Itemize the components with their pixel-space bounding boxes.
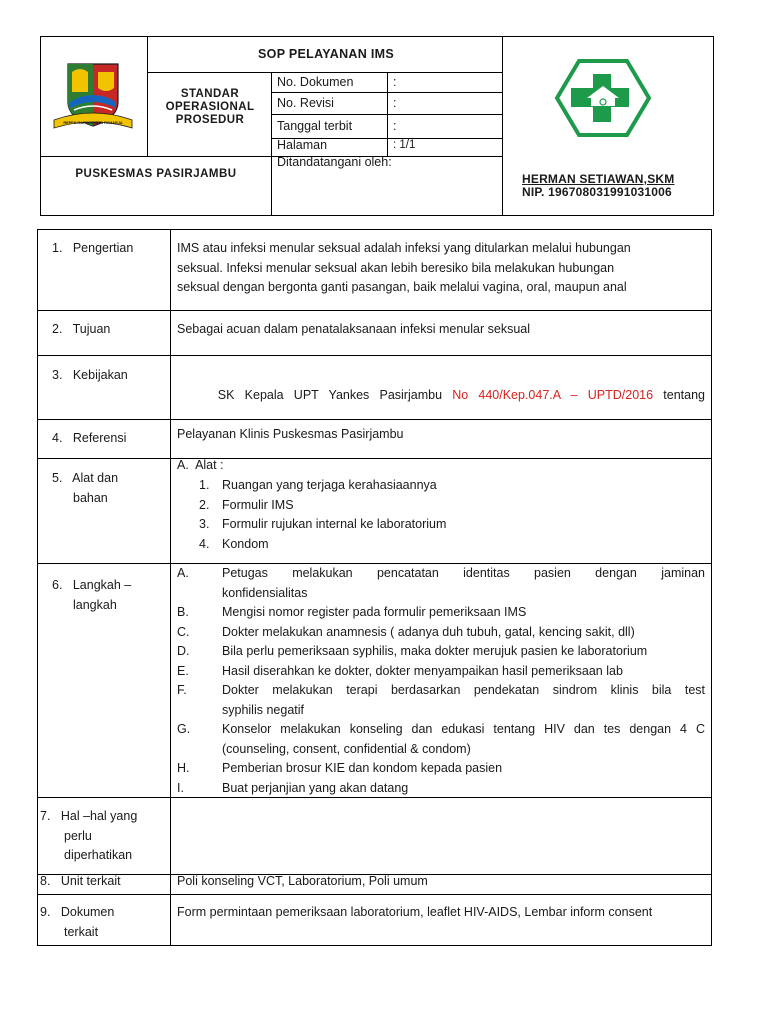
signer-name: HERMAN SETIAWAN,SKM [522, 172, 675, 186]
dokumen-label-line-1: 9. Dokumen [40, 905, 115, 919]
row-label-pengertian: 1. Pengertian [52, 241, 134, 255]
regency-logo [50, 58, 136, 136]
health-cross-icon [553, 58, 653, 138]
kebijakan-line-1 [177, 366, 705, 425]
hal-label-line-1: 7. Hal –hal yang [40, 809, 138, 823]
row-label-unit: 8. Unit terkait [40, 874, 121, 888]
signer-nip: NIP. 196708031991031006 [522, 185, 672, 199]
list-item: H. Pemberian brosur KIE dan kondom kepada pasien [177, 761, 503, 775]
list-item: C. Dokter melakukan anamnesis ( adanya duh tubuh, gatal, kencing sakit, dll) [177, 624, 635, 639]
list-item: F. Dokter melakukan terapi berdasarkan pendekatan sindrom klinis bila test syphilis negatif [177, 683, 705, 717]
row-label-hal [40, 807, 137, 866]
hal-label-line-2: perlu [64, 828, 92, 843]
puskesmas-logo [553, 58, 653, 138]
sop-label-line-3: PROSEDUR [175, 114, 245, 126]
langkah-steps [177, 564, 705, 798]
kebijakan-line-2: Pelayanan Klinis Puskesmas Pasirjambu [177, 426, 404, 441]
list-item: 2. Formulir IMS [199, 497, 294, 512]
meta-value-halaman: : 1/1 [393, 139, 416, 151]
document-title: SOP PELAYANAN IMS [258, 47, 394, 61]
alat-heading: A. Alat : [177, 458, 224, 472]
list-item: 3. Formulir rujukan internal ke laboratorium [199, 517, 447, 531]
meta-label-halaman: Halaman [277, 138, 328, 152]
sop-label [148, 88, 272, 127]
kebijakan-text-b: tentang [653, 387, 705, 402]
list-item: A. Petugas melakukan pencatatan identitas pasien dengan jaminan konfidensialitas [177, 566, 705, 600]
pengertian-line-2: seksual. Infeksi menular seksual akan lebih beresiko bila melakukan hubungan [177, 260, 615, 275]
list-item: I. Buat perjanjian yang akan datang [177, 780, 409, 795]
pengertian-line-1: IMS atau infeksi menular seksual adalah infeksi yang ditularkan melalui hubungan [177, 241, 631, 255]
meta-label-tanggal-terbit: Tanggal terbit [277, 119, 353, 133]
kebijakan-decree-number: No 440/Kep.047.A – UPTD/2016 [452, 387, 654, 402]
row-label-referensi: 4. Referensi [52, 431, 127, 445]
row-text-kebijakan [177, 366, 705, 444]
meta-value-no-revisi: : [393, 96, 397, 110]
list-item: 1. Ruangan yang terjaga kerahasiaannya [199, 478, 437, 492]
list-item: 4. Kondom [199, 536, 269, 551]
alat-label-line-2: bahan [73, 490, 108, 505]
langkah-label-line-2: langkah [73, 597, 117, 612]
puskesmas-name: PUSKESMAS PASIRJAMBU [75, 168, 237, 180]
dokumen-label-line-2: terkait [64, 924, 99, 939]
kebijakan-text-a: SK Kepala UPT Yankes Pasirjambu [217, 387, 453, 402]
alat-label-line-1: 5. Alat dan [52, 471, 119, 485]
meta-value-no-dokumen: : [393, 75, 397, 89]
langkah-label-line-1: 6. Langkah – [52, 578, 132, 592]
logo-motto: REPEH RAPIH KERTA RAHARJA [63, 121, 123, 125]
signed-by-label: Ditandatangani oleh: [277, 155, 392, 169]
row-text-unit: Poli konseling VCT, Laboratorium, Poli umum [177, 874, 428, 888]
alat-list [199, 476, 446, 554]
row-text-dokumen: Form permintaan pemeriksaan laboratorium, leaflet HIV-AIDS, Lembar inform consent [177, 905, 653, 919]
row-label-langkah [52, 576, 131, 615]
sop-label-line-2: OPERASIONAL [165, 101, 255, 113]
meta-label-no-revisi: No. Revisi [277, 96, 334, 110]
row-label-alat [52, 469, 118, 508]
hal-label-line-3: diperhatikan [64, 848, 133, 862]
pengertian-line-3: seksual dengan bergonta ganti pasangan, baik melalui vagina, oral, maupun anal [177, 280, 627, 294]
list-item: B. Mengisi nomor register pada formulir pemeriksaan IMS [177, 605, 527, 619]
row-text-tujuan: Sebagai acuan dalam penatalaksanaan infeksi menular seksual [177, 322, 531, 336]
list-item: G. Konselor melakukan konseling dan edukasi tentang HIV dan tes dengan 4 C (counseling, consent, confidential & condom) [177, 722, 705, 756]
sop-label-line-1: STANDAR [180, 88, 240, 100]
meta-label-no-dokumen: No. Dokumen [277, 75, 354, 89]
list-item: D. Bila perlu pemeriksaan syphilis, maka dokter merujuk pasien ke laboratorium [177, 644, 648, 658]
list-item: E. Hasil diserahkan ke dokter, dokter menyampaikan hasil pemeriksaan lab [177, 663, 623, 678]
meta-value-tanggal-terbit: : [393, 119, 397, 133]
row-label-dokumen [40, 903, 114, 942]
row-label-tujuan: 2. Tujuan [52, 322, 111, 336]
row-text-pengertian [177, 239, 681, 298]
row-label-kebijakan: 3. Kebijakan [52, 368, 128, 382]
